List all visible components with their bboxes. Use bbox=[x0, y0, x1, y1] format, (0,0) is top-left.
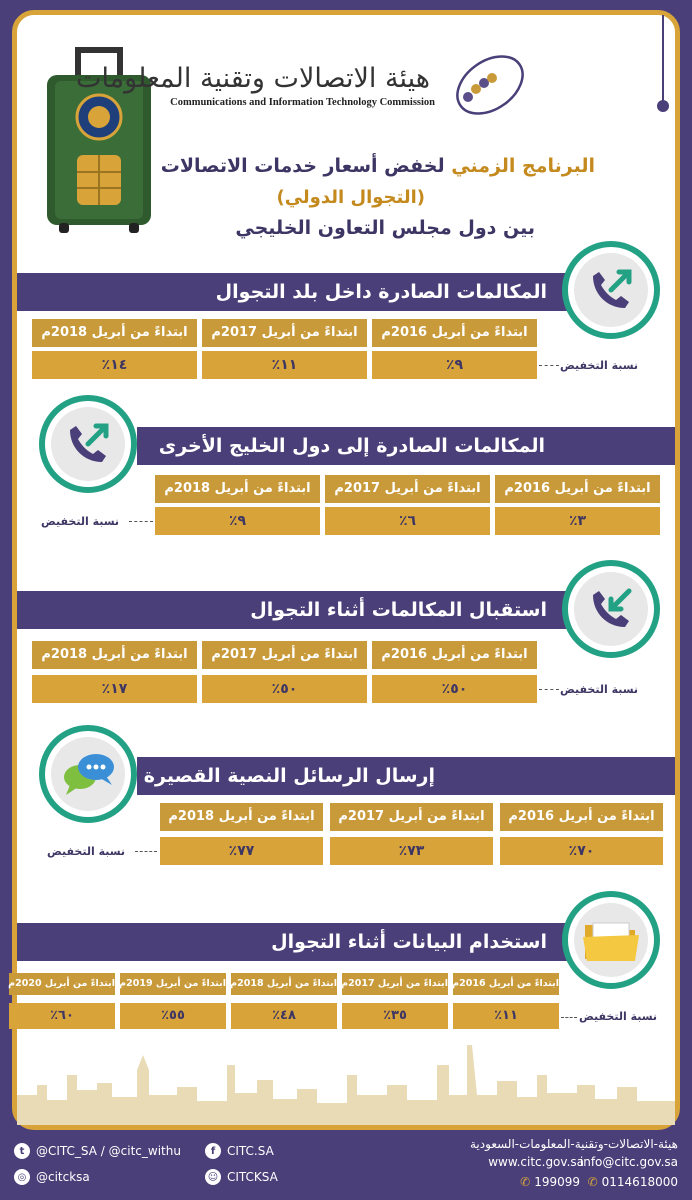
discount-value: ٥٠٪ bbox=[202, 675, 367, 703]
discount-value: ٧٣٪ bbox=[330, 837, 493, 865]
discount-label: نسبة التخفيض bbox=[41, 515, 120, 528]
phone-long[interactable]: ✆ 0114618000 bbox=[587, 1175, 678, 1189]
facebook-icon: f bbox=[205, 1143, 221, 1159]
discount-value: ٩٪ bbox=[155, 507, 320, 535]
discount-label: نسبة التخفيض bbox=[560, 683, 639, 696]
phone-outgoing-icon bbox=[60, 416, 116, 472]
citc-logo-icon bbox=[440, 45, 530, 125]
section-title: إرسال الرسائل النصية القصيرة bbox=[137, 757, 675, 795]
column-header: ابتداءً من أبريل 2017م bbox=[202, 641, 367, 669]
section-title: استقبال المكالمات أثناء التجوال bbox=[17, 591, 577, 629]
org-name: هيئة-الاتصالات-وتقنية-المعلومات-السعودية bbox=[470, 1137, 678, 1151]
page-subtitle: (التجوال الدولي) bbox=[276, 187, 425, 208]
decorative-line bbox=[662, 15, 664, 107]
column-header: ابتداءً من أبريل 2018م bbox=[32, 319, 197, 347]
column-header: ابتداءً من أبريل 2018م bbox=[160, 803, 323, 831]
column-header: ابتداءً من أبريل 2019م bbox=[120, 973, 226, 995]
instagram-icon: ◎ bbox=[14, 1169, 30, 1185]
column-header: ابتداءً من أبريل 2016م bbox=[453, 973, 559, 995]
phone-short[interactable]: ✆ 199099 bbox=[520, 1175, 580, 1189]
discount-value: ١٤٪ bbox=[32, 351, 197, 379]
website-link[interactable]: www.citc.gov.sa bbox=[488, 1155, 584, 1169]
discount-value: ٣٥٪ bbox=[342, 1003, 448, 1029]
discount-value: ١١٪ bbox=[202, 351, 367, 379]
section-title: استخدام البيانات أثناء التجوال bbox=[17, 923, 577, 961]
discount-value: ١١٪ bbox=[453, 1003, 559, 1029]
column-header: ابتداءً من أبريل 2018م bbox=[231, 973, 337, 995]
phone-outgoing-icon bbox=[583, 262, 639, 318]
phone-incoming-icon bbox=[583, 581, 639, 637]
section-icon bbox=[562, 560, 660, 658]
snapchat-handle[interactable]: ☺ CITCKSA bbox=[205, 1169, 278, 1185]
folder-icon bbox=[581, 915, 641, 965]
section-title: المكالمات الصادرة إلى دول الخليج الأخرى bbox=[137, 427, 675, 465]
discount-value: ٣٪ bbox=[495, 507, 660, 535]
email-link[interactable]: info@citc.gov.sa bbox=[579, 1155, 678, 1169]
discount-value: ١٧٪ bbox=[32, 675, 197, 703]
column-header: ابتداءً من أبريل 2017م bbox=[325, 475, 490, 503]
phone-icon: ✆ bbox=[520, 1175, 531, 1189]
chat-bubbles-icon bbox=[58, 749, 118, 799]
column-header: ابتداءً من أبريل 2018م bbox=[155, 475, 320, 503]
section-icon bbox=[39, 725, 137, 823]
discount-value: ٧٠٪ bbox=[500, 837, 663, 865]
column-header: ابتداءً من أبريل 2020م bbox=[9, 973, 115, 995]
column-header: ابتداءً من أبريل 2016م bbox=[495, 475, 660, 503]
page-subtitle-gcc: بين دول مجلس التعاون الخليجي bbox=[235, 217, 535, 239]
discount-value: ٥٥٪ bbox=[120, 1003, 226, 1029]
discount-value: ٧٧٪ bbox=[160, 837, 323, 865]
column-header: ابتداءً من أبريل 2017م bbox=[330, 803, 493, 831]
page-title: البرنامج الزمني لخفض أسعار خدمات الاتصالات bbox=[160, 155, 595, 177]
decorative-dot bbox=[657, 100, 669, 112]
discount-value: ٦٠٪ bbox=[9, 1003, 115, 1029]
section-icon bbox=[39, 395, 137, 493]
column-header: ابتداءً من أبريل 2017م bbox=[342, 973, 448, 995]
section-title: المكالمات الصادرة داخل بلد التجوال bbox=[17, 273, 577, 311]
discount-value: ٦٪ bbox=[325, 507, 490, 535]
phone-icon: ✆ bbox=[587, 1175, 598, 1189]
discount-value: ٤٨٪ bbox=[231, 1003, 337, 1029]
footer bbox=[0, 1135, 692, 1200]
logo-arabic: هيئة الاتصالات وتقنية المعلومات bbox=[76, 63, 430, 94]
section-icon bbox=[562, 241, 660, 339]
logo-english: Communications and Information Technology Commission bbox=[170, 97, 435, 108]
infographic-frame bbox=[8, 10, 680, 1130]
column-header: ابتداءً من أبريل 2016م bbox=[372, 319, 537, 347]
twitter-handle[interactable]: t @CITC_SA / @citc_withu bbox=[14, 1143, 181, 1159]
instagram-handle[interactable]: ◎ @citcksa bbox=[14, 1169, 90, 1185]
column-header: ابتداءً من أبريل 2017م bbox=[202, 319, 367, 347]
column-header: ابتداءً من أبريل 2016م bbox=[500, 803, 663, 831]
discount-value: ٥٠٪ bbox=[372, 675, 537, 703]
column-header: ابتداءً من أبريل 2018م bbox=[32, 641, 197, 669]
facebook-handle[interactable]: f CITC.SA bbox=[205, 1143, 274, 1159]
section-icon bbox=[562, 891, 660, 989]
city-skyline-illustration bbox=[17, 1045, 675, 1125]
discount-label: نسبة التخفيض bbox=[47, 845, 126, 858]
snapchat-icon: ☺ bbox=[205, 1169, 221, 1185]
twitter-icon: t bbox=[14, 1143, 30, 1159]
column-header: ابتداءً من أبريل 2016م bbox=[372, 641, 537, 669]
discount-value: ٩٪ bbox=[372, 351, 537, 379]
discount-label: نسبة التخفيض bbox=[560, 359, 639, 372]
discount-label: نسبة التخفيض bbox=[579, 1010, 658, 1023]
